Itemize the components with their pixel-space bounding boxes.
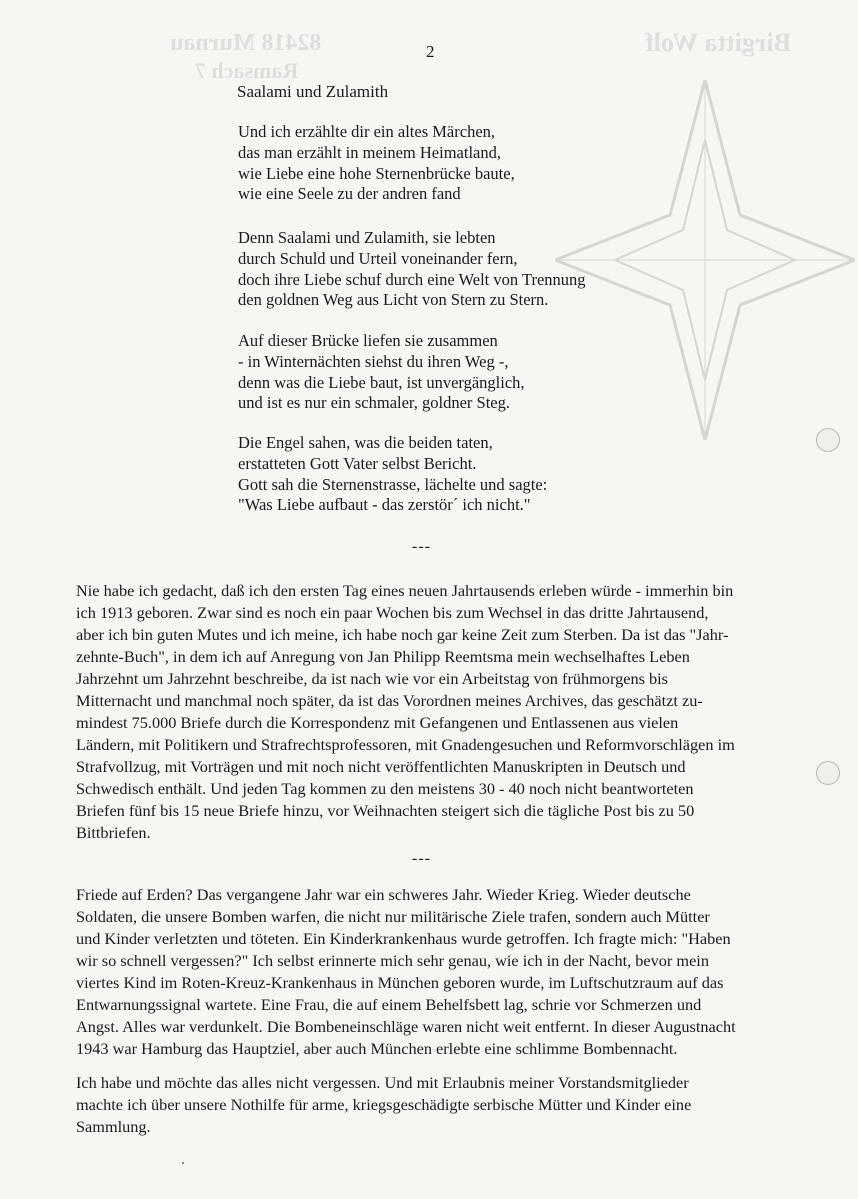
poem-stanza	[238, 228, 586, 311]
bleed-through-star-icon	[555, 80, 855, 440]
page-number: 2	[426, 42, 435, 61]
paragraph-line: Strafvollzug, mit Vorträgen und mit noch nicht veröffentlichten Manuskripten in Deutsch und	[76, 757, 686, 776]
poem-line: denn was die Liebe baut, ist unvergänglich,	[238, 372, 525, 392]
poem-line: wie eine Seele zu der andren fand	[238, 184, 461, 204]
paragraph-line: Jahrzehnt um Jahrzehnt beschreibe, da ist nach wie vor ein Arbeitstag von frühmorgens bis	[76, 669, 668, 688]
paragraph-line: Entwarnungssignal wartete. Eine Frau, die auf einem Behelfsbett lag, schrie vor Schmerzen und	[76, 995, 702, 1014]
poem-line: Und ich erzählte dir ein altes Märchen,	[238, 122, 496, 141]
poem-line: - in Winternächten siehst du ihren Weg -,	[238, 351, 509, 371]
poem-line: das man erzählt in meinem Heimatland,	[238, 142, 501, 162]
poem-title: Saalami und Zulamith	[237, 82, 389, 101]
punch-hole-icon	[816, 761, 840, 785]
paragraph-line: und Kinder verletzten und töteten. Ein Kinderkrankenhaus wurde getroffen. Ich fragte mich: "Haben	[76, 929, 731, 948]
bleed-through-address-line1: 82418 Murnau	[170, 30, 322, 56]
paragraph-line: Angst. Alles war verdunkelt. Die Bombeneinschläge waren nicht weit entfernt. In dieser Augustnacht	[76, 1017, 736, 1036]
paragraph-line: Nie habe ich gedacht, daß ich den ersten Tag eines neuen Jahrtausends erleben würde - immerhin bin	[76, 581, 734, 600]
paragraph-line: mindest 75.000 Briefe durch die Korrespondenz mit Gefangenen und Entlassenen aus vielen	[76, 713, 679, 732]
section-separator: ---	[412, 850, 431, 867]
section-separator: ---	[412, 538, 431, 555]
paragraph-line: 1943 war Hamburg das Hauptziel, aber auch München erlebte eine schlimme Bombennacht.	[76, 1039, 678, 1058]
paragraph-line: viertes Kind im Roten-Kreuz-Krankenhaus in München geboren wurde, im Luftschutzraum auf das	[76, 973, 724, 992]
poem-line: Die Engel sahen, was die beiden taten,	[238, 433, 493, 452]
poem-stanza	[238, 331, 525, 414]
paragraph-line: zehnte-Buch", in dem ich auf Anregung von Jan Philipp Reemtsma mein wechselhaftes Leben	[76, 647, 690, 666]
paragraph-line: wir so schnell vergessen?" Ich selbst erinnerte mich sehr genau, wie ich in der Nacht, bevor mein	[76, 951, 709, 970]
paragraph-line: aber ich bin guten Mutes und ich meine, ich habe noch gar keine Zeit zum Sterben. Da ist das "Jahr-	[76, 625, 729, 644]
paragraph-line: Friede auf Erden? Das vergangene Jahr war ein schweres Jahr. Wieder Krieg. Wieder deutsche	[76, 885, 691, 904]
poem-line: und ist es nur ein schmaler, goldner Steg.	[238, 393, 510, 413]
bleed-through-author-name: Birgitta Wolf	[645, 28, 792, 57]
body-paragraph	[76, 1072, 776, 1138]
poem-line: "Was Liebe aufbaut - das zerstör´ ich nicht."	[238, 495, 531, 515]
body-paragraph	[76, 580, 776, 844]
poem-line: doch ihre Liebe schuf durch eine Welt von Trennung	[238, 269, 586, 289]
paragraph-line: machte ich über unsere Nothilfe für arme, kriegsgeschädigte serbische Mütter und Kinder eine	[76, 1095, 692, 1114]
paragraph-line: Mitternacht und manchmal noch später, da ist das Vorordnen meines Archives, das geschätzt zu-	[76, 691, 703, 710]
paragraph-line: Bittbriefen.	[76, 823, 151, 842]
paragraph-line: Sammlung.	[76, 1117, 151, 1136]
ink-speck	[182, 1162, 184, 1164]
bleed-through-address-line2: Ramsach 7	[195, 58, 299, 83]
paragraph-line: Soldaten, die unsere Bomben warfen, die nicht nur militärische Ziele trafen, sondern auch Mütter	[76, 907, 710, 926]
paragraph-line: Briefen fünf bis 15 neue Briefe hinzu, vor Weihnachten steigert sich die tägliche Post bis zu 50	[76, 801, 695, 820]
poem-line: durch Schuld und Urteil voneinander fern,	[238, 248, 518, 268]
paragraph-line: ich 1913 geboren. Zwar sind es noch ein paar Wochen bis zum Wechsel in das dritte Jahrtausend,	[76, 603, 709, 622]
paragraph-line: Ländern, mit Politikern und Strafrechtsprofessoren, mit Gnadengesuchen und Reformvorschlägen im	[76, 735, 735, 754]
poem-line: wie Liebe eine hohe Sternenbrücke baute,	[238, 163, 515, 183]
punch-hole-icon	[816, 428, 840, 452]
poem-line: den goldnen Weg aus Licht von Stern zu Stern.	[238, 290, 549, 310]
poem-line: Gott sah die Sternenstrasse, lächelte und sagte:	[238, 474, 548, 494]
poem-stanza	[238, 122, 515, 205]
paragraph-line: Schwedisch enthält. Und jeden Tag kommen zu den meistens 30 - 40 noch nicht beantworteten	[76, 779, 694, 798]
poem-stanza	[238, 433, 547, 516]
poem-line: erstatteten Gott Vater selbst Bericht.	[238, 453, 477, 473]
paragraph-line: Ich habe und möchte das alles nicht vergessen. Und mit Erlaubnis meiner Vorstandsmitglieder	[76, 1073, 689, 1092]
body-paragraph	[76, 884, 776, 1060]
poem-line: Denn Saalami und Zulamith, sie lebten	[238, 228, 496, 247]
poem-line: Auf dieser Brücke liefen sie zusammen	[238, 331, 498, 350]
